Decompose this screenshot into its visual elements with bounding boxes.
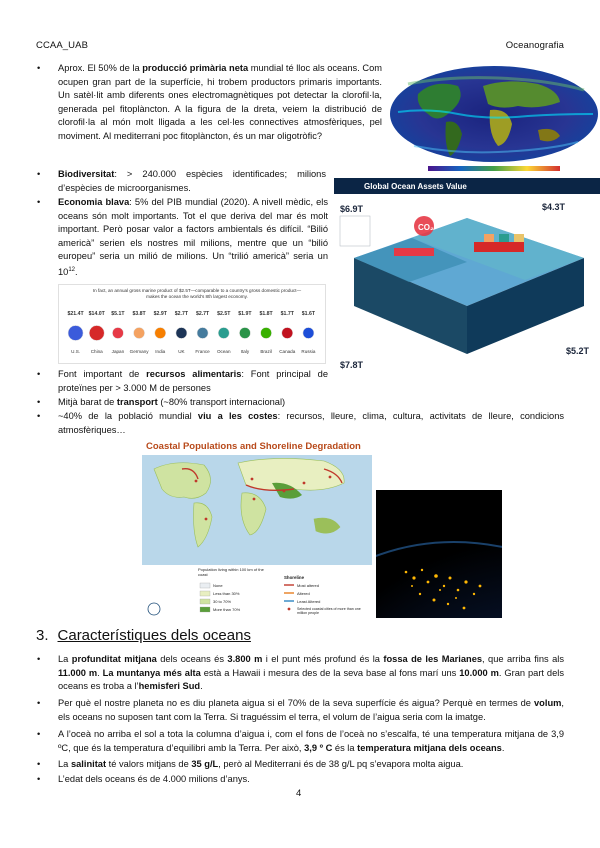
gdp-value-label: $1.9T bbox=[238, 311, 252, 317]
svg-text:CO₂: CO₂ bbox=[418, 223, 434, 232]
gdp-country-label: Canada bbox=[279, 349, 296, 354]
legend-pop-none: None bbox=[213, 583, 223, 588]
section-number: 3. bbox=[36, 627, 49, 644]
bullet-dot-icon: • bbox=[37, 729, 41, 739]
bullet-dot-icon: • bbox=[37, 169, 41, 179]
gdp-country-label: Japan bbox=[111, 349, 125, 354]
legend-shore-least: Least Altered bbox=[297, 599, 321, 604]
gdp-country-label: India bbox=[155, 349, 166, 354]
legend-shore-most: Most altered bbox=[297, 583, 320, 588]
gdp-country-label: Russia bbox=[301, 349, 316, 354]
bullet-dot-icon: • bbox=[37, 698, 41, 708]
gdp-flag-icon bbox=[282, 328, 293, 339]
gdp-value-label: $1.7T bbox=[280, 311, 294, 317]
bullet-dot-icon: • bbox=[37, 774, 41, 784]
legend-shore-altered: Altered bbox=[297, 591, 310, 596]
bullet-dot-icon: • bbox=[37, 197, 41, 207]
gdp-value-label: $2.7T bbox=[195, 311, 210, 317]
chlorophyll-world-map bbox=[388, 64, 600, 178]
bullet-dot-icon: • bbox=[37, 759, 41, 769]
age-paragraph: • L’edat dels oceans és de 4.000 milions d’anys. bbox=[58, 773, 564, 787]
gdp-flag-icon bbox=[134, 328, 145, 339]
gdp-flag-icon bbox=[261, 328, 272, 339]
gdp-value-label: $21.4T bbox=[67, 311, 84, 317]
header-right: Oceanografia bbox=[505, 40, 564, 51]
volume-paragraph: • Per què el nostre planeta no es diu planeta aigua si el 70% de la seva superfície és aigua? Perquè en termes de volum, els oceans no suposen tant com la Terra. Si traguéssim el terra, el volum de l’aigua seria com la imatge. bbox=[37, 698, 564, 722]
bullet-dot-icon: • bbox=[37, 369, 41, 379]
bullet-dot-icon: • bbox=[37, 397, 41, 407]
gdp-country-label: France bbox=[195, 349, 210, 354]
coastal-population-item: • ~40% de la població mundial viu a les costes: recursos, lleure, clima, cultura, activitats de lleure, condicions atmosfèriques… bbox=[37, 411, 565, 435]
gdp-chart-svg bbox=[59, 301, 325, 363]
temperature-paragraph: • A l’oceà no arriba el sol a tota la columna d’aigua i, com el fons de l’oceà no s’escalfa, té una temperatura mitjana de 3,9 ºC, que és la temperatura d’equilibri amb la Terra. Per això, 3,9 º C és la temperatura mitjana dels oceans. bbox=[37, 729, 564, 753]
salinity-paragraph: • La salinitat té valors mitjans de 35 g/L, però al Mediterrani és de 38 g/L pq s’evapora molta aigua. bbox=[58, 758, 564, 772]
asset-value-1: $6.9T bbox=[340, 204, 364, 214]
exponent: 12 bbox=[68, 266, 76, 273]
assets-title: Global Ocean Assets Value bbox=[364, 182, 467, 191]
bullet-dot-icon: • bbox=[37, 411, 41, 421]
term-blue-economy: Economia blava bbox=[58, 197, 130, 207]
legend-pop-title: Population living within 100 km of the coast bbox=[198, 567, 264, 577]
gdp-value-label: $14.0T bbox=[88, 311, 105, 317]
gdp-value-label: $5.1T bbox=[111, 311, 125, 317]
gdp-country-label: Brazil bbox=[260, 349, 272, 354]
term-primary-production: producció primària neta bbox=[142, 63, 249, 73]
bullet-dot-icon: • bbox=[37, 63, 41, 73]
section-title: Característiques dels oceans bbox=[57, 627, 251, 644]
ocean-assets-illustration bbox=[334, 178, 600, 372]
earth-night-photo bbox=[376, 490, 502, 618]
gdp-country-label: U.S. bbox=[71, 349, 81, 354]
legend-shore-cities: Selected coastal cities of more than one million people bbox=[297, 607, 361, 616]
bullet-dot-icon: • bbox=[37, 654, 41, 664]
depth-paragraph: • La profunditat mitjana dels oceans és 3.800 m i el punt més profund és la fossa de les Marianes, que arriba fins als 11.000 m. La muntanya més alta està a Hawaii i mesura des de la seva base al fons marí uns 10.000 m. Gran part dels oceans es troba a l’hemisferi Sud. bbox=[37, 654, 564, 691]
asset-value-2: $4.3T bbox=[542, 202, 566, 212]
section-heading bbox=[36, 627, 251, 644]
gdp-country-label: Ocean bbox=[216, 349, 231, 354]
asset-value-4: $7.8T bbox=[340, 360, 364, 370]
legend-pop-gt70: More than 70% bbox=[213, 607, 241, 612]
gdp-chart-caption: In fact, an annual gross marine product of $2.5T—comparable to a country's gross domestic product—makes the ocean the world's 8th largest economy. bbox=[92, 288, 302, 299]
gdp-comparison-chart bbox=[58, 284, 326, 364]
transport-item: • Mitjà barat de transport (~80% transport internacional) bbox=[58, 396, 348, 410]
page-number: 4 bbox=[296, 788, 302, 799]
gdp-country-label: Italy bbox=[240, 349, 250, 354]
coastal-map-title: Coastal Populations and Shoreline Degradation bbox=[146, 441, 361, 452]
legend-pop-lt30: Less than 30% bbox=[213, 591, 240, 596]
gdp-flag-icon bbox=[176, 328, 187, 339]
gdp-flag-icon bbox=[197, 328, 208, 339]
primary-production-paragraph: • Aprox. El 50% de la producció primària neta mundial té lloc als oceans. Com ocupen gran part de la superfície, hi trobem productors primaris importants. Un satèl·lit amb diferents ones electromagnètiques pot detectar la clorofil·la, generada pel fitoplàncton. A la figura de la dreta, veiem la distribució de clorofil·la al món molt lligada a les cel·les connectives atmosfèriques, pel moviment. Al mediterrani poc fitoplàncton, és un mar oligotròfic? bbox=[37, 63, 383, 141]
gdp-flag-icon bbox=[155, 328, 166, 339]
legend-shore-title: Shoreline bbox=[284, 575, 305, 580]
coastal-populations-map bbox=[134, 439, 374, 621]
gdp-flag-icon bbox=[239, 328, 250, 339]
gdp-value-label: $2.7T bbox=[174, 311, 189, 317]
gdp-flag-icon bbox=[68, 326, 83, 341]
asset-value-3: $5.2T bbox=[566, 346, 590, 356]
term-biodiversity: Biodiversitat bbox=[58, 169, 115, 179]
gdp-flag-icon bbox=[303, 328, 314, 339]
gdp-country-label: UK bbox=[178, 349, 185, 354]
gdp-value-label: $2.9T bbox=[153, 311, 167, 317]
header-left: CCAA_UAB bbox=[36, 40, 89, 51]
gdp-country-label: Germany bbox=[129, 349, 149, 354]
gdp-flag-icon bbox=[89, 326, 104, 341]
gdp-flag-icon bbox=[112, 328, 123, 339]
food-resources-item: • Font important de recursos alimentaris: Font principal de proteïnes per > 3.000 M de persones bbox=[37, 369, 328, 393]
biodiversity-paragraph: • Biodiversitat: > 240.000 espècies identificades; milions d’espècies de microorganismes. bbox=[37, 169, 326, 193]
gdp-value-label: $1.8T bbox=[259, 311, 273, 317]
legend-pop-30-70: 30 to 70% bbox=[213, 599, 232, 604]
gdp-value-label: $2.5T bbox=[217, 311, 231, 317]
gdp-country-label: China bbox=[90, 349, 103, 354]
gdp-value-label: $1.6T bbox=[301, 311, 316, 317]
gdp-value-label: $3.8T bbox=[132, 311, 146, 317]
gdp-flag-icon bbox=[218, 328, 229, 339]
blue-economy-paragraph: • Economia blava: 5% del PIB mundial (2020). A nivell mèdic, els oceans són molt importants. Tot el que deriva del mar és molt important. Però posar valor a factors ambientals és difícil. “Bilió americà” serien els nostres mil milions, mentre que un “bilió europeu” seria un milió de milions. Un “trilió americà” seria un $10^{12}$. bbox=[37, 197, 328, 277]
